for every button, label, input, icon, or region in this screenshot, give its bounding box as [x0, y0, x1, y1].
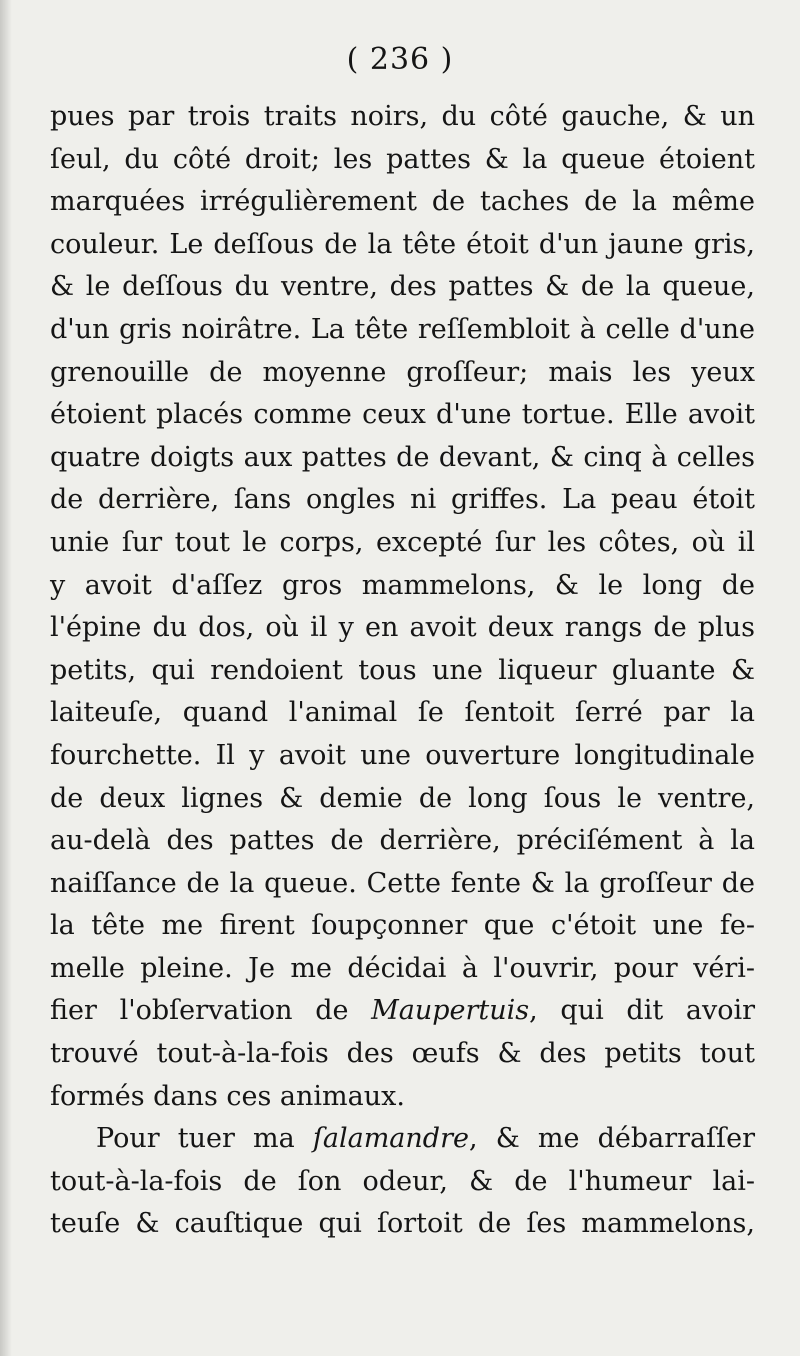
text-line: grenouille de moyenne groſſeur; mais les yeux: [50, 356, 755, 388]
text-line: fourchette. Il y avoit une ouverture longitudinale: [50, 739, 755, 771]
text-segment: , qui dit avoir: [529, 995, 755, 1027]
text-line: unie ſur tout le corps, excepté ſur les côtes, où il: [50, 526, 755, 558]
page-number: ( 236 ): [346, 42, 454, 77]
text-line: ſeul, du côté droit; les pattes & la queue étoient: [50, 143, 755, 175]
text-line: petits, qui rendoient tous une liqueur gluante &: [50, 654, 755, 686]
text-line: melle pleine. Je me décidai à l'ouvrir, pour véri-: [50, 952, 755, 984]
page-gutter-shadow: [0, 0, 12, 1356]
text-line: y avoit d'aſſez gros mammelons, & le long de: [50, 569, 755, 601]
text-segment: , & me débarraſſer: [468, 1123, 756, 1155]
text-line: au-delà des pattes de derrière, préciſément à la: [50, 825, 755, 857]
text-line: d'un gris noirâtre. La tête reſſembloit à celle d'une: [50, 313, 755, 345]
text-line: tout-à-la-fois de ſon odeur, & de l'humeur lai-: [50, 1165, 755, 1197]
text-line: & le deſſous du ventre, des pattes & de la queue,: [50, 271, 755, 303]
text-line: étoient placés comme ceux d'une tortue. Elle avoit: [50, 399, 755, 431]
text-line: pues par trois traits noirs, du côté gauche, & un: [50, 101, 755, 132]
text-line: quatre doigts aux pattes de devant, & cinq à celles: [50, 441, 755, 473]
paragraph-end-line: formés dans ces animaux.: [50, 1080, 405, 1112]
text-segment: Pour tuer ma: [96, 1123, 313, 1155]
text-line: [50, 990, 755, 1033]
text-line: [50, 1118, 755, 1161]
text-line: laiteuſe, quand l'animal ſe ſentoit ſerré par la: [50, 697, 755, 729]
text-line: marquées irrégulièrement de taches de la même: [50, 186, 755, 218]
body-text: [50, 96, 755, 1246]
text-line: de derrière, ſans ongles ni griffes. La peau étoit: [50, 484, 755, 516]
italic-name: Maupertuis: [371, 995, 530, 1027]
text-line: naiſſance de la queue. Cette fente & la groſſeur de: [50, 867, 755, 899]
text-line: teuſe & cauſtique qui ſortoit de ſes mammelons,: [50, 1208, 755, 1240]
text-line: la tête me firent ſoupçonner que c'étoit une fe-: [50, 910, 755, 942]
text-line: trouvé tout-à-la-fois des œufs & des petits tout: [50, 1038, 755, 1070]
text-segment: fier l'obſervation de: [50, 995, 372, 1027]
italic-term: ſalamandre: [312, 1123, 469, 1155]
text-line: l'épine du dos, où il y en avoit deux rangs de plus: [50, 612, 755, 644]
text-line: couleur. Le deſſous de la tête étoit d'un jaune gris,: [50, 228, 755, 260]
text-line: de deux lignes & demie de long ſous le ventre,: [50, 782, 755, 814]
